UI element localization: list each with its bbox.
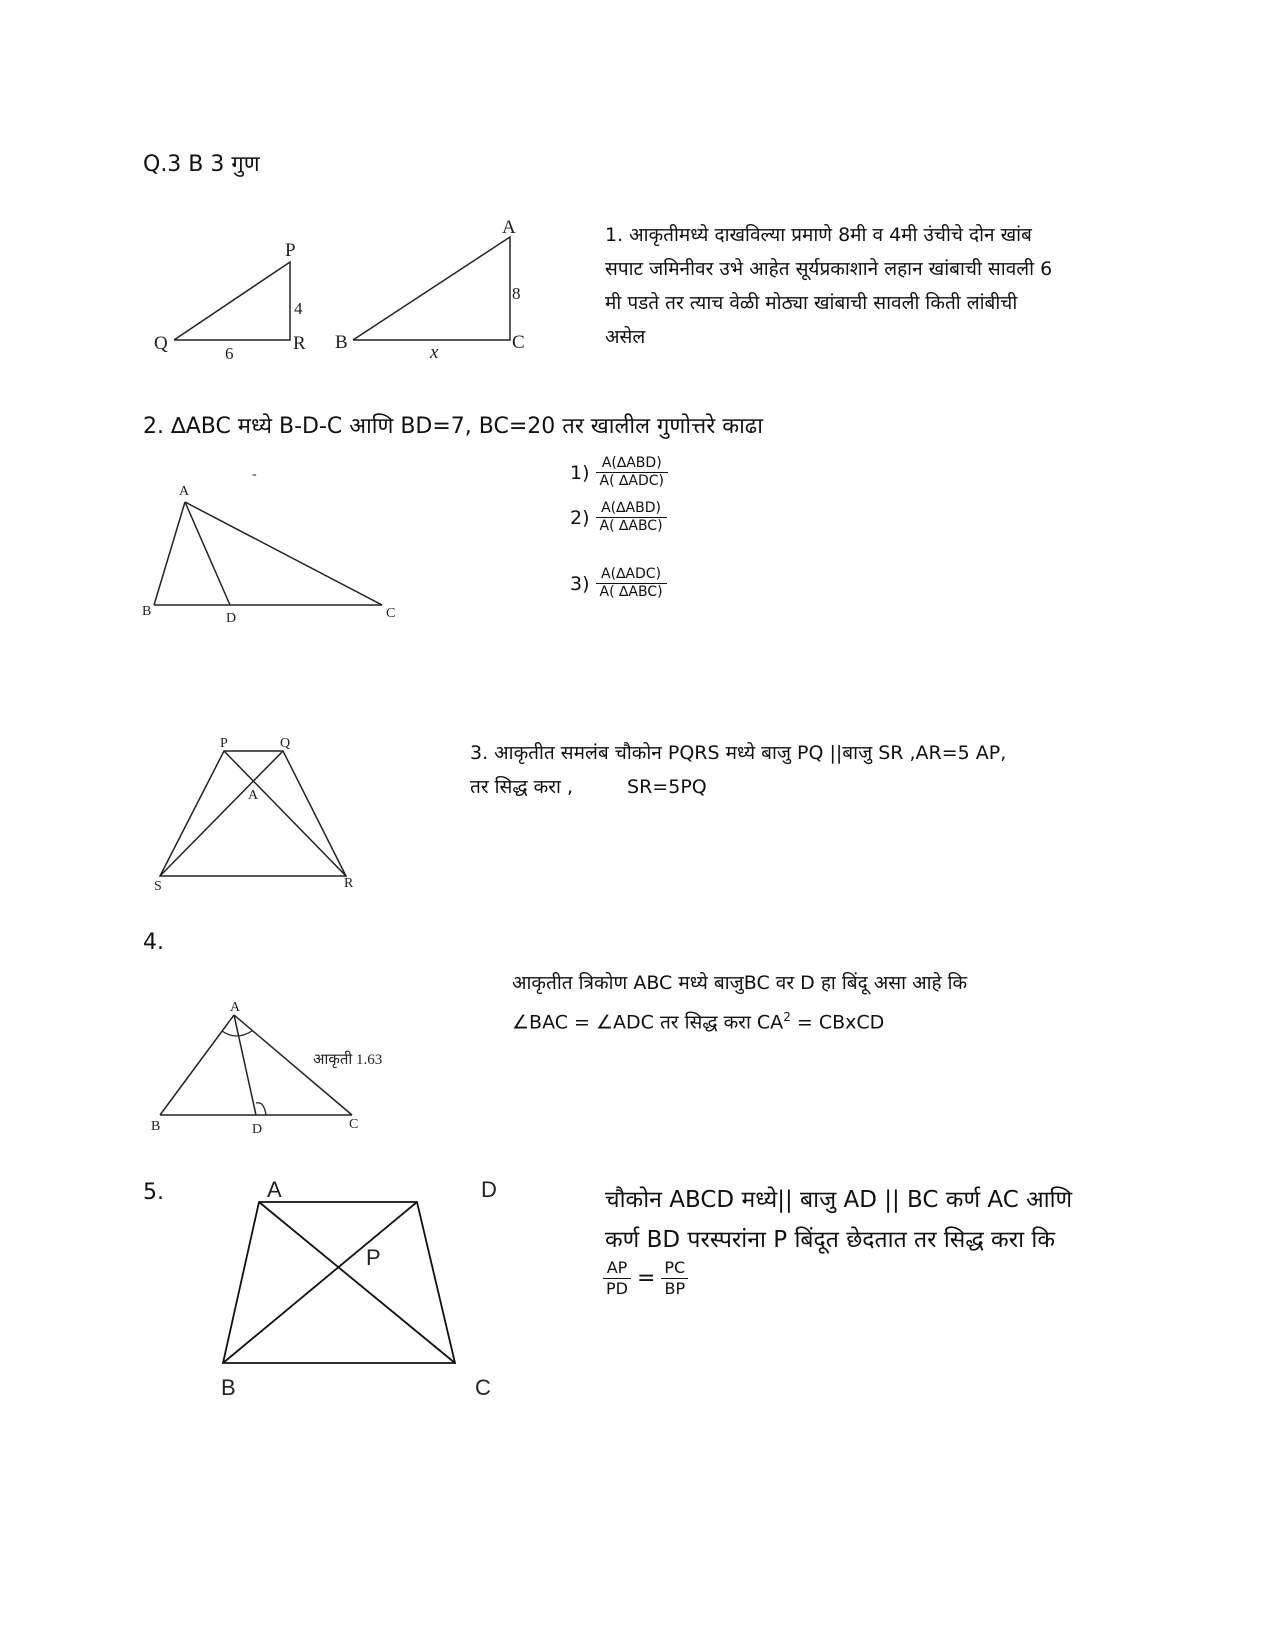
q2-ratio-2	[570, 500, 667, 535]
ratio-label: 3)	[570, 572, 590, 595]
label-r: R	[344, 876, 354, 891]
q4-text-line	[512, 1000, 1212, 1039]
q1-small-triangle-figure	[150, 230, 350, 370]
label-q: Q	[280, 736, 291, 751]
ratio-denominator: A( ∆ABC)	[599, 584, 663, 600]
q2-ratio-3	[570, 566, 667, 601]
q2-ratio-1	[570, 455, 668, 490]
q4-text-line: आकृतीत त्रिकोण ABC मध्ये बाजुBC वर D हा बिंदू असा आहे कि	[512, 972, 968, 994]
q4-superscript: 2	[783, 1010, 791, 1024]
label-p: P	[366, 1245, 381, 1270]
stray-mark: -	[252, 467, 257, 482]
q5-number: 5.	[143, 1180, 164, 1205]
label-side-bc: x	[430, 342, 439, 363]
label-side-pr: 4	[294, 299, 303, 318]
equals-sign: =	[636, 1266, 656, 1291]
label-d: D	[226, 611, 237, 626]
label-d: D	[481, 1177, 497, 1202]
fraction-numerator: AP	[603, 1258, 631, 1279]
label-a: A	[502, 217, 516, 238]
q1-text	[605, 218, 1245, 354]
q4-result: = CBxCD	[790, 1011, 885, 1034]
q5-proportion	[603, 1258, 688, 1299]
label-p: P	[285, 240, 296, 261]
q4-condition: ∠BAC = ∠ADC तर सिद्ध करा CA	[512, 1011, 784, 1034]
ratio-denominator: A( ∆ABC)	[599, 518, 663, 534]
q1-text-line: मी पडते तर त्याच वेळी मोठ्या खांबाची सावली किती लांबीची	[605, 292, 1018, 314]
q4-triangle-figure	[148, 997, 388, 1147]
q3-text-line: 3. आकृतीत समलंब चौकोन PQRS मध्ये बाजु PQ ||बाजु SR ,AR=5 AP,	[470, 742, 1007, 764]
q4-number: 4.	[143, 930, 164, 955]
figure-caption: आकृती 1.63	[313, 1052, 383, 1068]
ratio-fraction	[596, 500, 667, 535]
q1-text-line: 1. आकृतीमध्ये दाखविल्या प्रमाणे 8मी व 4मी उंचीचे दोन खांब	[605, 224, 1032, 246]
label-a: A	[179, 484, 190, 499]
q5-text-line: कर्ण BD परस्परांना P बिंदूत छेदतात तर सिद्ध करा कि	[605, 1227, 1055, 1253]
fraction-numerator: PC	[661, 1258, 688, 1279]
q3-prove-label: तर सिद्ध करा ,	[470, 776, 573, 798]
label-side-ac: 8	[512, 284, 521, 303]
ratio-label: 2)	[570, 506, 590, 529]
label-c: C	[349, 1117, 359, 1132]
label-c: C	[512, 332, 525, 353]
label-a: A	[230, 1000, 241, 1015]
q5-trapezium-figure	[215, 1175, 535, 1405]
label-b: B	[151, 1119, 161, 1134]
q5-text	[605, 1180, 1245, 1260]
label-a: A	[267, 1177, 282, 1202]
q3-prove-statement: SR=5PQ	[627, 776, 707, 798]
label-r: R	[293, 333, 306, 354]
q5-text-line: चौकोन ABCD मध्ये|| बाजु AD || BC कर्ण AC आणि	[605, 1187, 1073, 1213]
label-c: C	[386, 606, 396, 621]
q3-text	[470, 736, 1170, 804]
label-q: Q	[154, 333, 168, 354]
label-p: P	[220, 736, 228, 751]
ratio-numerator: A(∆ABD)	[596, 455, 668, 473]
q5-fraction-left	[603, 1258, 631, 1299]
label-b: B	[335, 332, 348, 353]
label-s: S	[154, 879, 162, 894]
ratio-label: 1)	[570, 461, 590, 484]
q1-text-line: सपाट जमिनीवर उभे आहेत सूर्यप्रकाशाने लहान खांबाची सावली 6	[605, 258, 1053, 280]
ratio-fraction	[596, 455, 668, 490]
fraction-denominator: BP	[664, 1279, 686, 1298]
q1-large-triangle-figure	[335, 215, 545, 375]
q3-text-line	[470, 770, 1170, 804]
q2-title: 2. ∆ABC मध्ये B-D-C आणि BD=7, BC=20 तर खालील गुणोत्तरे काढा	[143, 414, 763, 439]
label-b: B	[221, 1375, 236, 1400]
ratio-denominator: A( ∆ADC)	[599, 473, 664, 489]
ratio-numerator: A(∆ABD)	[596, 500, 667, 518]
q5-fraction-right	[661, 1258, 688, 1299]
label-b: B	[142, 604, 152, 619]
fraction-denominator: PD	[606, 1279, 628, 1298]
label-c: C	[475, 1375, 491, 1400]
q1-text-line: असेल	[605, 326, 646, 348]
label-d: D	[252, 1122, 263, 1137]
ratio-fraction	[596, 566, 667, 601]
q2-triangle-figure	[140, 467, 410, 626]
q4-text	[512, 966, 1212, 1039]
ratio-numerator: A(∆ADC)	[596, 566, 667, 584]
section-heading: Q.3 B 3 गुण	[143, 152, 260, 177]
label-side-qr: 6	[225, 344, 234, 363]
label-a: A	[248, 788, 259, 803]
q3-trapezium-figure	[148, 733, 378, 903]
